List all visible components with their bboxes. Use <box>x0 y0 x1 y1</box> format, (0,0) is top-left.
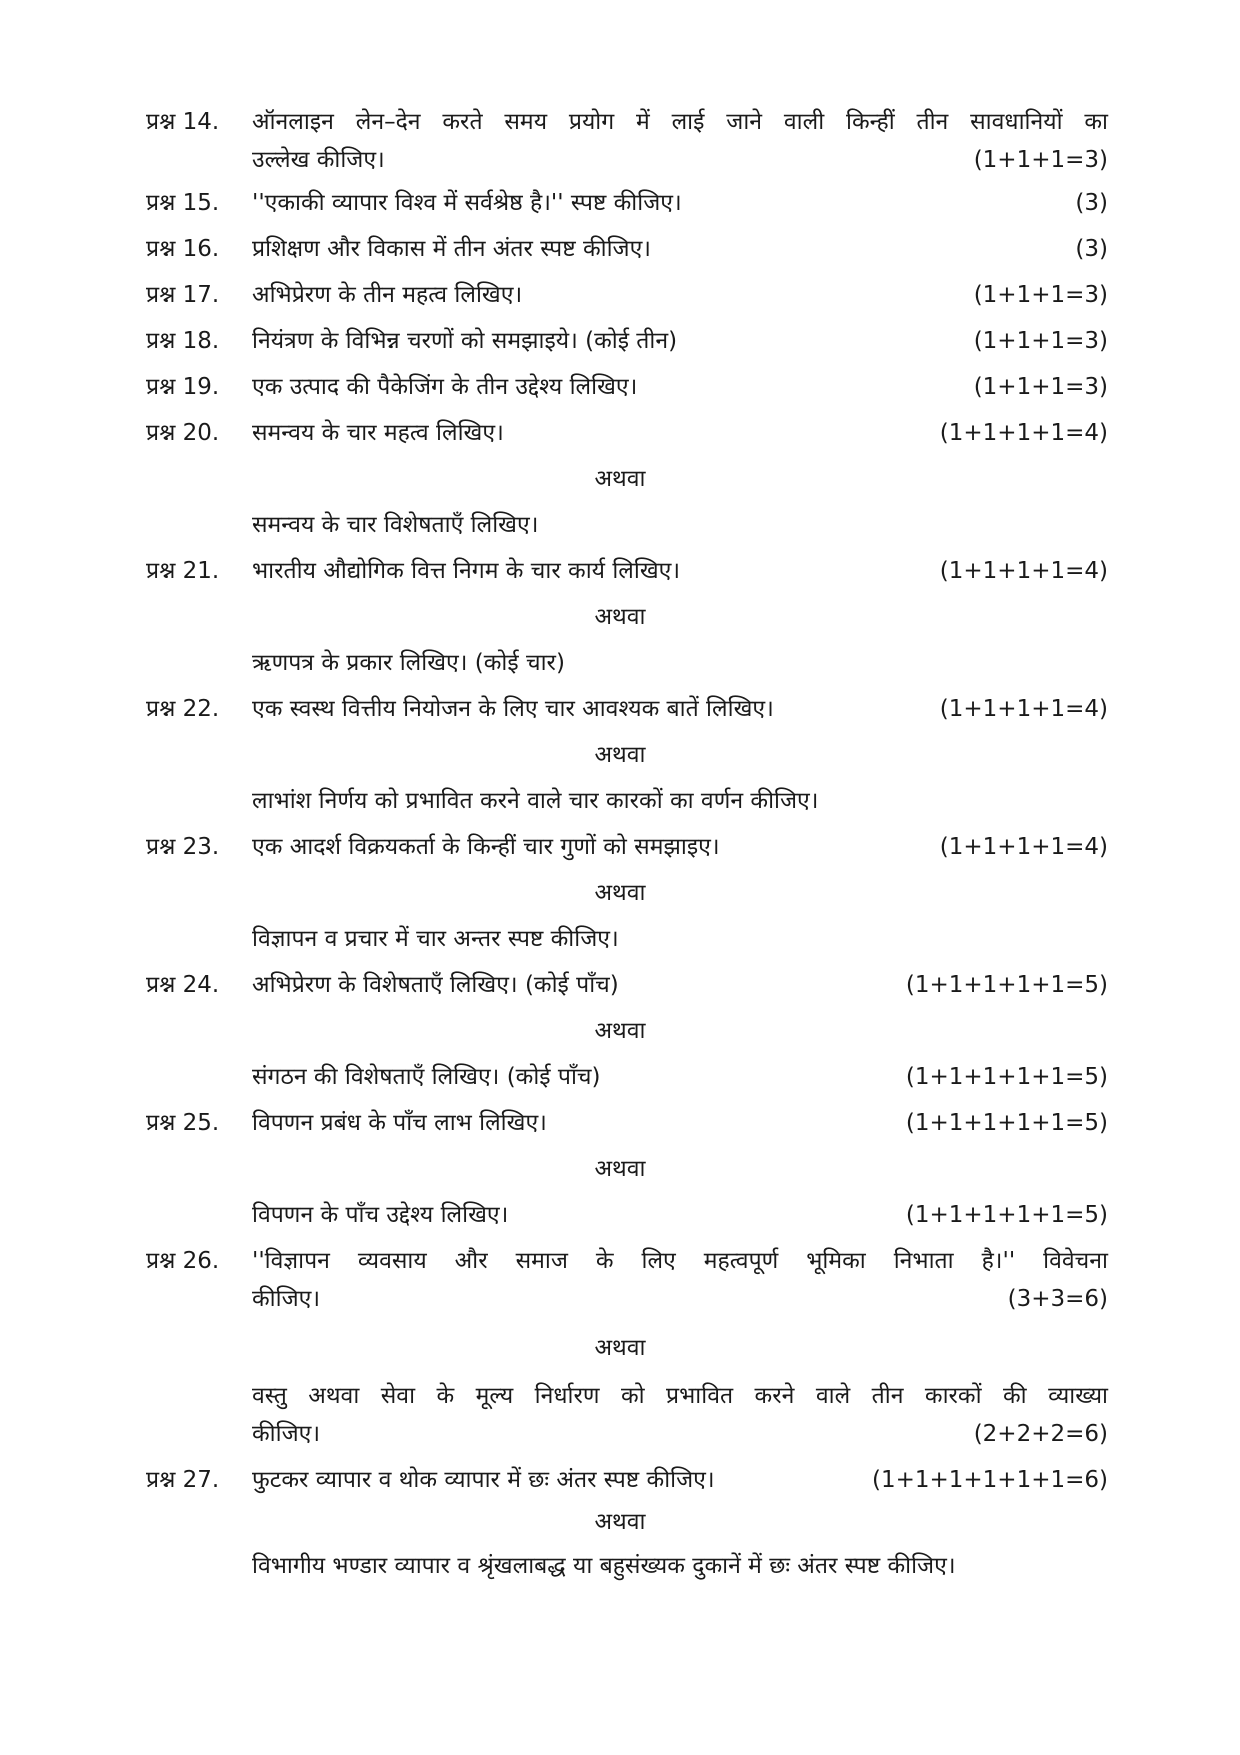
question-number: प्रश्न 20. <box>146 420 220 446</box>
or-row <box>0 1328 1240 1368</box>
question-number: प्रश्न 21. <box>146 558 220 584</box>
question-text: नियंत्रण के विभिन्न चरणों को समझाइये। (कोई तीन) <box>252 328 678 354</box>
question-marks: (1+1+1+1=4) <box>939 558 1108 584</box>
alternative-row <box>0 781 1240 821</box>
question-number: प्रश्न 14. <box>146 109 220 135</box>
question-text: उल्लेख कीजिए। <box>252 147 385 173</box>
alternative-text: कीजिए। <box>252 1421 321 1447</box>
alternative-marks: (1+1+1+1+1=5) <box>905 1202 1108 1228</box>
question-text: एक उत्पाद की पैकेजिंग के तीन उद्देश्य लिखिए। <box>252 374 638 400</box>
question-row <box>0 367 1240 407</box>
question-text: फुटकर व्यापार व थोक व्यापार में छः अंतर स्पष्ट कीजिए। <box>252 1467 715 1493</box>
alternative-text: लाभांश निर्णय को प्रभावित करने वाले चार कारकों का वर्णन कीजिए। <box>252 788 819 814</box>
or-row <box>0 1502 1240 1542</box>
question-marks: (1+1+1+1=4) <box>939 420 1108 446</box>
or-row <box>0 597 1240 637</box>
question-text: एक स्वस्थ वित्तीय नियोजन के लिए चार आवश्यक बातें लिखिए। <box>252 696 774 722</box>
question-text: अभिप्रेरण के तीन महत्व लिखिए। <box>252 282 523 308</box>
question-number: प्रश्न 23. <box>146 834 220 860</box>
question-row <box>0 321 1240 361</box>
question-row <box>0 965 1240 1005</box>
or-label: अथवा <box>594 1156 646 1182</box>
question-number: प्रश्न 26. <box>146 1248 220 1274</box>
alternative-text: संगठन की विशेषताएँ लिखिए। (कोई पाँच) <box>252 1064 601 1090</box>
question-marks: (3+3=6) <box>1007 1286 1108 1312</box>
question-row-continued <box>0 1279 1240 1319</box>
question-row <box>0 183 1240 223</box>
alternative-row <box>0 1057 1240 1097</box>
or-row <box>0 459 1240 499</box>
or-label: अथवा <box>594 880 646 906</box>
question-row <box>0 1460 1240 1500</box>
or-label: अथवा <box>594 466 646 492</box>
alternative-row <box>0 919 1240 959</box>
question-marks: (1+1+1+1+1=5) <box>905 972 1108 998</box>
question-text: भारतीय औद्योगिक वित्त निगम के चार कार्य लिखिए। <box>252 558 681 584</box>
question-text: समन्वय के चार महत्व लिखिए। <box>252 420 504 446</box>
or-label: अथवा <box>594 1509 646 1535</box>
question-number: प्रश्न 19. <box>146 374 220 400</box>
question-text: एक आदर्श विक्रयकर्ता के किन्हीं चार गुणों को समझाइए। <box>252 834 720 860</box>
or-row <box>0 873 1240 913</box>
question-marks: (1+1+1=3) <box>973 147 1108 173</box>
question-row <box>0 275 1240 315</box>
question-text: ''विज्ञापन व्यवसाय और समाज के लिए महत्वपूर्ण भूमिका निभाता है।'' विवेचना <box>252 1248 1108 1274</box>
or-label: अथवा <box>594 1335 646 1361</box>
or-label: अथवा <box>594 1018 646 1044</box>
question-text: ''एकाकी व्यापार विश्व में सर्वश्रेष्ठ है।'' स्पष्ट कीजिए। <box>252 190 682 216</box>
question-marks: (1+1+1=3) <box>973 328 1108 354</box>
question-marks: (1+1+1=3) <box>973 282 1108 308</box>
question-text: प्रशिक्षण और विकास में तीन अंतर स्पष्ट कीजिए। <box>252 236 652 262</box>
question-marks: (3) <box>1075 236 1108 262</box>
alternative-text: समन्वय के चार विशेषताएँ लिखिए। <box>252 512 539 538</box>
alternative-marks: (2+2+2=6) <box>973 1421 1108 1447</box>
question-text: विपणन प्रबंध के पाँच लाभ लिखिए। <box>252 1110 547 1136</box>
alternative-text: वस्तु अथवा सेवा के मूल्य निर्धारण को प्रभावित करने वाले तीन कारकों की व्याख्या <box>252 1383 1108 1409</box>
question-number: प्रश्न 15. <box>146 190 220 216</box>
or-row <box>0 735 1240 775</box>
question-marks: (1+1+1+1+1=5) <box>905 1110 1108 1136</box>
question-row <box>0 1241 1240 1281</box>
alternative-row <box>0 1546 1240 1586</box>
alternative-text: विभागीय भण्डार व्यापार व श्रृंखलाबद्ध या बहुसंख्यक दुकानें में छः अंतर स्पष्ट कीजिए। <box>252 1553 956 1579</box>
question-row <box>0 413 1240 453</box>
question-row <box>0 229 1240 269</box>
question-number: प्रश्न 16. <box>146 236 220 262</box>
or-row <box>0 1011 1240 1051</box>
question-row <box>0 102 1240 142</box>
question-marks: (1+1+1+1+1+1=6) <box>871 1467 1108 1493</box>
question-number: प्रश्न 24. <box>146 972 220 998</box>
alternative-row-continued <box>0 1414 1240 1454</box>
question-text: कीजिए। <box>252 1286 321 1312</box>
question-row <box>0 1103 1240 1143</box>
question-text: ऑनलाइन लेन–देन करते समय प्रयोग में लाई जाने वाली किन्हीं तीन सावधानियों का <box>252 109 1108 135</box>
alternative-row <box>0 505 1240 545</box>
question-number: प्रश्न 17. <box>146 282 220 308</box>
alternative-row <box>0 643 1240 683</box>
or-label: अथवा <box>594 742 646 768</box>
or-label: अथवा <box>594 604 646 630</box>
question-number: प्रश्न 18. <box>146 328 220 354</box>
alternative-text: ऋणपत्र के प्रकार लिखिए। (कोई चार) <box>252 650 565 676</box>
alternative-marks: (1+1+1+1+1=5) <box>905 1064 1108 1090</box>
question-marks: (1+1+1=3) <box>973 374 1108 400</box>
question-number: प्रश्न 22. <box>146 696 220 722</box>
alternative-text: विपणन के पाँच उद्देश्य लिखिए। <box>252 1202 509 1228</box>
alternative-row <box>0 1376 1240 1416</box>
question-text: अभिप्रेरण के विशेषताएँ लिखिए। (कोई पाँच) <box>252 972 619 998</box>
question-number: प्रश्न 27. <box>146 1467 220 1493</box>
question-row <box>0 689 1240 729</box>
question-row-continued <box>0 140 1240 180</box>
alternative-row <box>0 1195 1240 1235</box>
or-row <box>0 1149 1240 1189</box>
question-marks: (3) <box>1075 190 1108 216</box>
question-marks: (1+1+1+1=4) <box>939 834 1108 860</box>
question-number: प्रश्न 25. <box>146 1110 220 1136</box>
question-row <box>0 827 1240 867</box>
alternative-text: विज्ञापन व प्रचार में चार अन्तर स्पष्ट कीजिए। <box>252 926 619 952</box>
question-row <box>0 551 1240 591</box>
question-marks: (1+1+1+1=4) <box>939 696 1108 722</box>
